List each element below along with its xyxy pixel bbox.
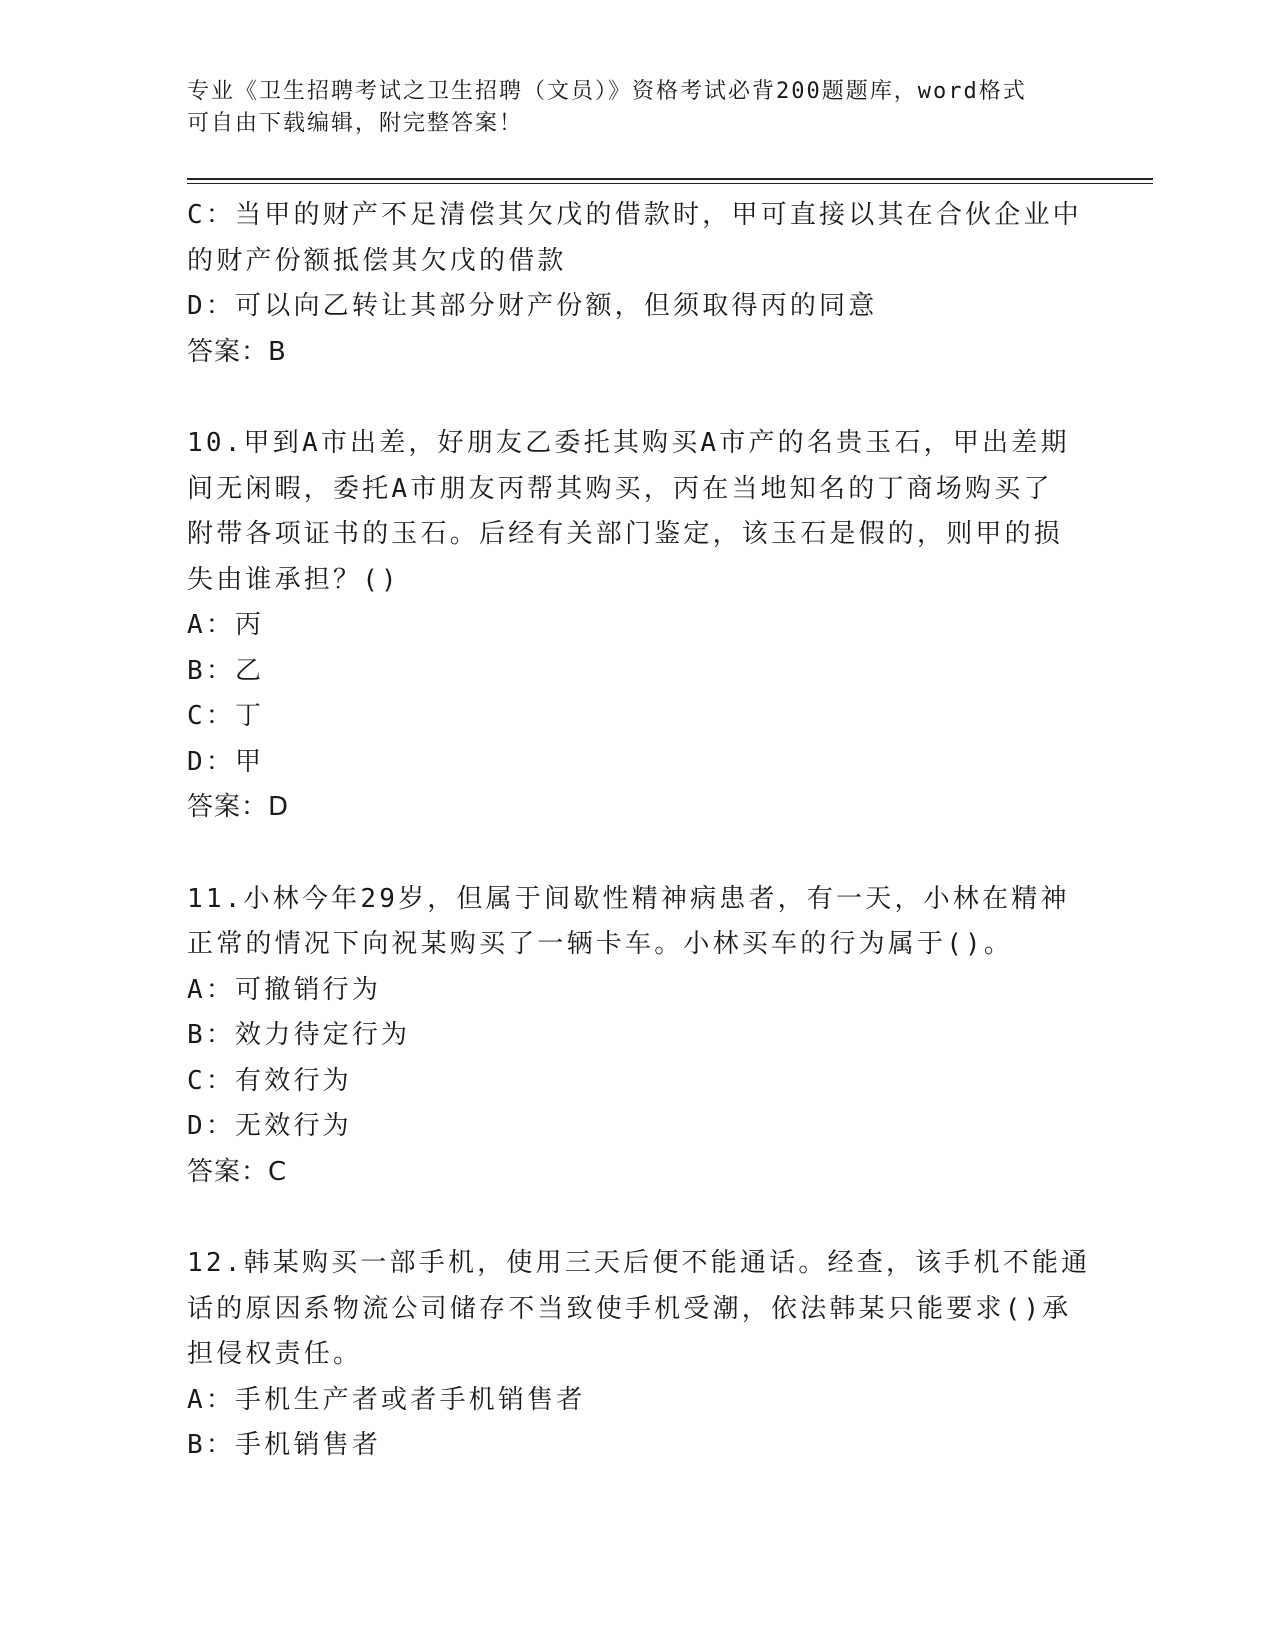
q9-option-c: C：当甲的财产不足清偿其欠戊的借款时，甲可直接以其在合伙企业中 [187, 200, 1082, 230]
question-12 [187, 1241, 1091, 1469]
q12-option-a: A：手机生产者或者手机销售者 [187, 1384, 586, 1415]
header-title-line-1: 专业《卫生招聘考试之卫生招聘（文员）》资格考试必背200题题库，word格式 [187, 79, 1027, 104]
q11-option-a: A：可撤销行为 [187, 974, 382, 1005]
q11-stem-line-1: 11.小林今年29岁，但属于间歇性精神病患者，有一天，小林在精神 [187, 883, 1070, 914]
page-header [187, 76, 1087, 140]
question-9-tail [187, 193, 1087, 375]
q10-stem-line-4: 失由谁承担？() [187, 564, 400, 595]
q10-stem-line-2: 间无闲暇，委托A市朋友丙帮其购买，丙在当地知名的丁商场购买了 [187, 473, 1053, 504]
q10-stem-line-3: 附带各项证书的玉石。后经有关部门鉴定，该玉石是假的，则甲的损 [187, 519, 1064, 549]
q10-option-d: D：甲 [187, 746, 265, 777]
q11-option-b: B：效力待定行为 [187, 1020, 411, 1050]
q10-answer: 答案：D [187, 792, 290, 822]
q12-stem-line-3: 担侵权责任。 [187, 1339, 363, 1369]
spacer [187, 375, 1087, 421]
q11-option-c: C：有效行为 [187, 1065, 352, 1096]
spacer [187, 831, 1087, 877]
spacer [187, 1195, 1087, 1241]
q11-stem-line-2: 正常的情况下向祝某购买了一辆卡车。小林买车的行为属于()。 [187, 929, 1014, 959]
q10-option-c: C：丁 [187, 701, 265, 731]
q9-option-c-continued: 的财产份额抵偿其欠戊的借款 [187, 245, 567, 276]
header-divider [187, 178, 1153, 184]
q9-option-d: D：可以向乙转让其部分财产份额，但须取得丙的同意 [187, 291, 878, 321]
q10-stem-line-1: 10.甲到A市出差，好朋友乙委托其购买A市产的名贵玉石，甲出差期 [187, 428, 1070, 458]
question-11 [187, 877, 1087, 1196]
q10-option-b: B：乙 [187, 655, 265, 686]
question-content [187, 193, 1091, 1469]
q9-answer: 答案：B [187, 336, 287, 367]
q11-option-d: D：无效行为 [187, 1111, 352, 1141]
q12-stem-line-2: 话的原因系物流公司储存不当致使手机受潮，依法韩某只能要求()承 [187, 1293, 1072, 1324]
header-title-line-2: 可自由下载编辑，附完整答案！ [187, 111, 524, 136]
q11-answer: 答案：C [187, 1156, 288, 1187]
q10-option-a: A：丙 [187, 610, 265, 640]
q12-option-b: B：手机销售者 [187, 1430, 382, 1460]
question-10 [187, 421, 1087, 831]
q12-stem-line-1: 12.韩某购买一部手机，使用三天后便不能通话。经查，该手机不能通 [187, 1248, 1091, 1278]
